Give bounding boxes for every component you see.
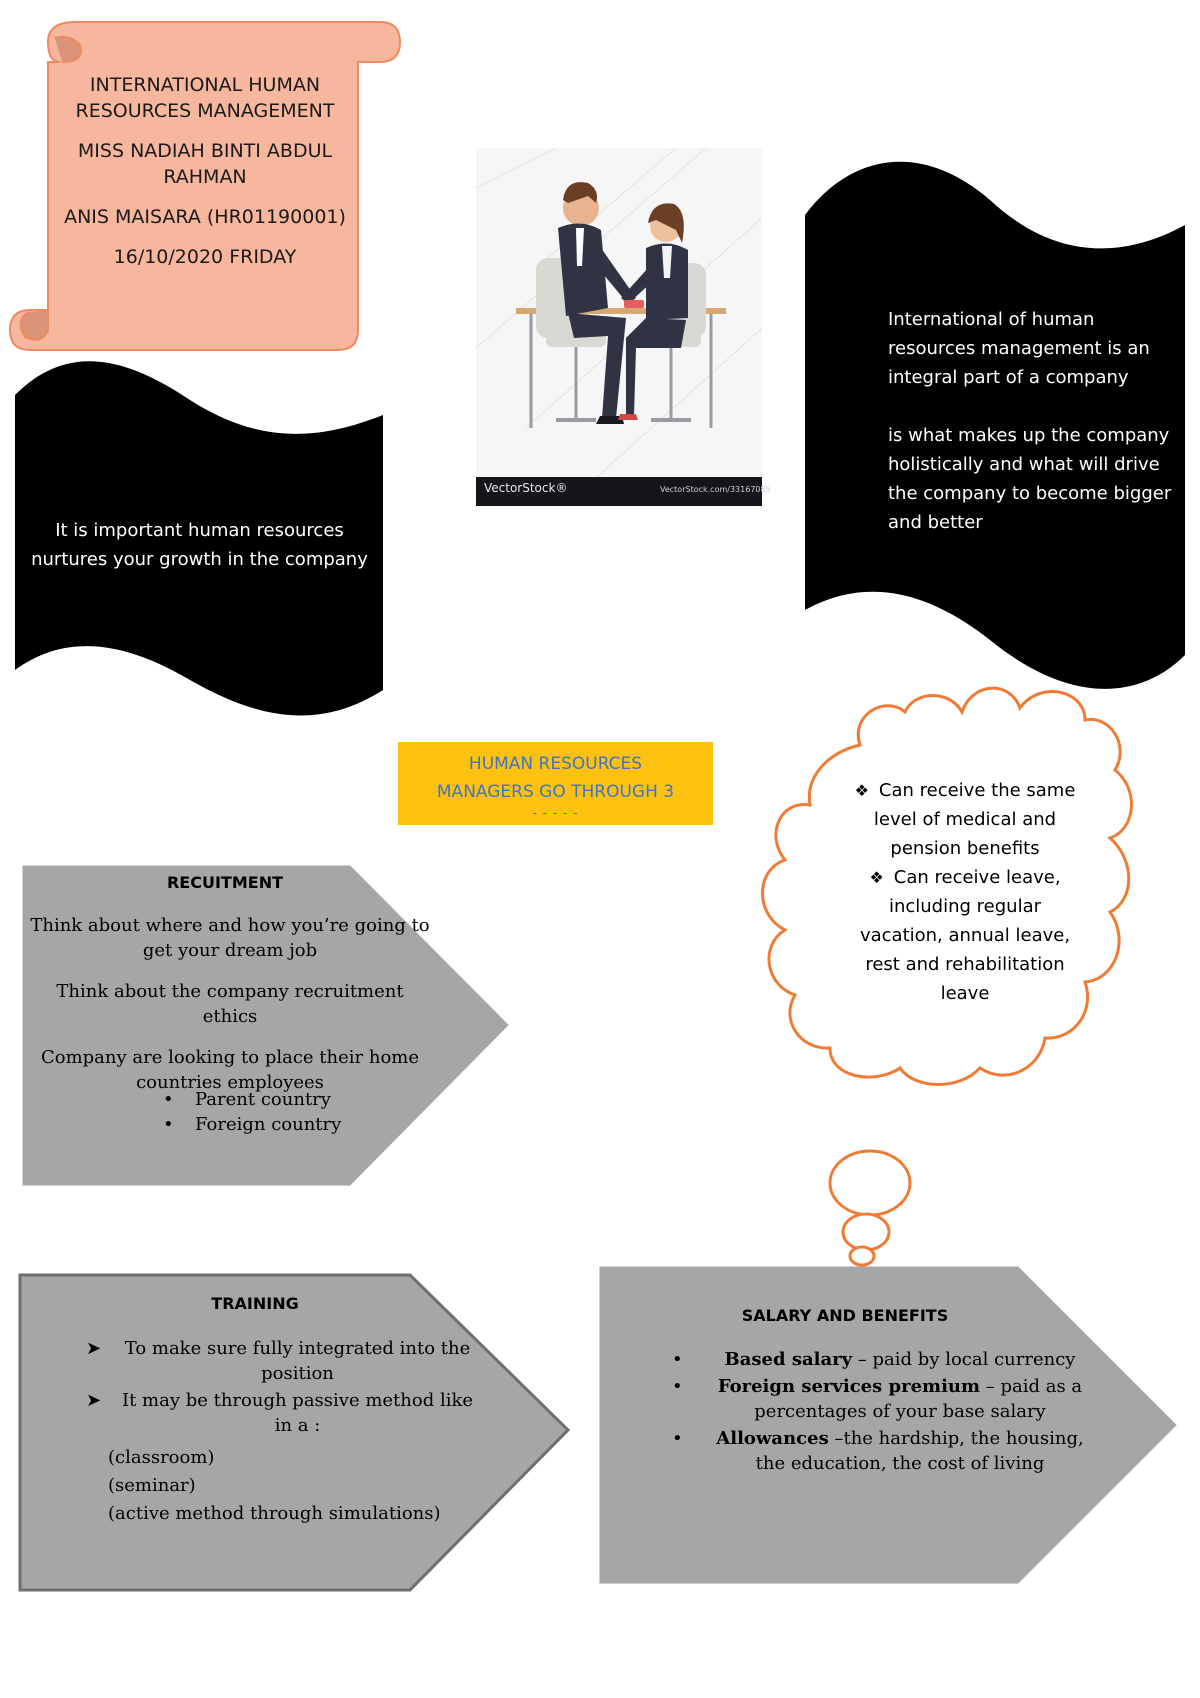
salary-item-text: – paid as a percentages of your base salary xyxy=(754,1376,1083,1422)
interview-illustration xyxy=(476,148,762,505)
list-item-text: To make sure fully integrated into the position xyxy=(124,1338,471,1384)
dot-bullet-icon: • xyxy=(672,1376,683,1397)
training-title: TRAINING xyxy=(211,1294,299,1313)
list-item xyxy=(660,1347,1100,1372)
date-text: 16/10/2020 FRIDAY xyxy=(113,246,297,268)
image-brand: VectorStock® xyxy=(484,481,568,495)
recruitment-line: Company are looking to place their home countries employees xyxy=(40,1047,420,1093)
cloud-item xyxy=(850,863,1080,1008)
heading-dashes: - - - - - xyxy=(532,806,579,820)
salary-item-bold: Based salary xyxy=(724,1349,853,1370)
four-diamond-bullet-icon: ❖ xyxy=(869,868,884,887)
left-banner-text: It is important human resources nurtures your growth in the company xyxy=(31,520,368,570)
dot-bullet-icon: • xyxy=(672,1349,683,1370)
lecturer-name: MISS NADIAH BINTI ABDUL RAHMAN xyxy=(77,140,333,188)
four-diamond-bullet-icon: ❖ xyxy=(854,781,869,800)
list-item xyxy=(155,1112,405,1137)
heading-line-1: HUMAN RESOURCES xyxy=(468,754,643,774)
arrowhead-bullet-icon: ➤ xyxy=(86,1390,102,1411)
training-method: (classroom) xyxy=(108,1447,215,1468)
list-item xyxy=(80,1336,480,1386)
list-item-text: Foreign country xyxy=(195,1114,342,1135)
interview-illustration-graphic xyxy=(476,148,762,505)
salary-title: SALARY AND BENEFITS xyxy=(741,1306,949,1325)
salary-item-text: – paid by local currency xyxy=(852,1349,1076,1370)
recruitment-line: Think about where and how you’re going to get your dream job xyxy=(30,915,430,961)
salary-item-bold: Foreign services premium xyxy=(717,1376,981,1397)
course-title: INTERNATIONAL HUMAN RESOURCES MANAGEMENT xyxy=(75,74,335,122)
list-item xyxy=(660,1426,1100,1476)
student-name: ANIS MAISARA (HR01190001) xyxy=(64,206,346,228)
list-item-text: It may be through passive method like in a : xyxy=(121,1390,474,1436)
list-item xyxy=(155,1087,405,1112)
cloud-benefits xyxy=(850,776,1080,1008)
salary-item-bold: Allowances xyxy=(716,1428,829,1449)
list-item-text: Parent country xyxy=(195,1089,331,1110)
dot-bullet-icon: • xyxy=(672,1428,683,1449)
dot-bullet-icon: • xyxy=(163,1114,174,1135)
heading-line-2: MANAGERS GO THROUGH 3 xyxy=(436,782,675,802)
recruitment-title: RECUITMENT xyxy=(166,873,283,892)
list-item xyxy=(660,1374,1100,1424)
arrowhead-bullet-icon: ➤ xyxy=(86,1338,102,1359)
right-banner-text xyxy=(888,305,1178,566)
training-method: (active method through simulations) xyxy=(108,1503,441,1524)
right-banner-paragraph-2: is what makes up the company holistically and what will drive the company to become bigger and better xyxy=(888,425,1172,533)
list-item xyxy=(80,1388,480,1438)
heading-text xyxy=(398,750,713,806)
image-id: VectorStock.com/33167085 xyxy=(660,485,771,494)
header-scroll xyxy=(55,72,355,284)
training-methods xyxy=(108,1444,488,1528)
right-banner-paragraph-1: International of human resources management is an integral part of a company xyxy=(888,309,1150,388)
recruitment-line: Think about the company recruitment ethics xyxy=(56,981,404,1027)
recruitment-lines xyxy=(30,913,430,1111)
salary-items xyxy=(660,1347,1100,1478)
training-method: (seminar) xyxy=(108,1475,196,1496)
cloud-item xyxy=(850,776,1080,863)
salary-item-text: –the hardship, the housing, the education, the cost of living xyxy=(755,1428,1084,1474)
cloud-item-text: Can receive leave, including regular vacation, annual leave, rest and rehabilitation leave xyxy=(859,867,1071,1004)
dot-bullet-icon: • xyxy=(163,1089,174,1110)
training-items xyxy=(80,1336,480,1440)
recruitment-bullets xyxy=(155,1087,405,1137)
cloud-item-text: Can receive the same level of medical and pension benefits xyxy=(873,780,1076,859)
